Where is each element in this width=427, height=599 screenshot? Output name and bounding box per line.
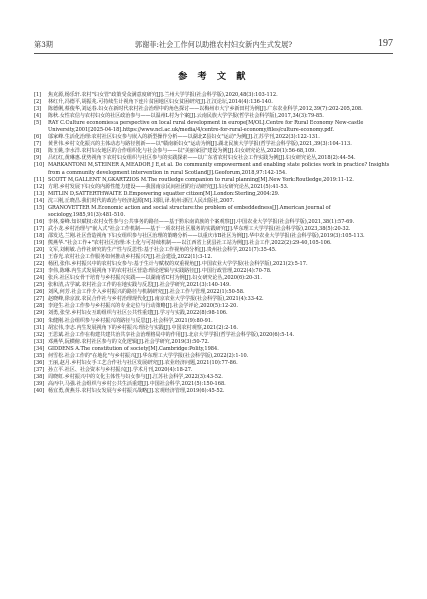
reference-text: 熊燕华."社会工作+"农村社区治理:本土化与可持续机制——以江西省上犹县社工站为例[J].社会工作,2022(2):29-40,105-106. — [48, 239, 332, 246]
reference-item — [34, 332, 393, 339]
reference-text: 陈德俐,蔡俊华,刘运春.妇女在新时代农村社会治理中的角色探讨——以梅州市大宁乡新田村为例[J].广东农业科学,2012,39(7):202-205,208. — [48, 106, 363, 113]
reference-text: 王春光.农村社会工作服务如何推动乡村振兴?[J].社会建设,2022(1):3-12. — [48, 254, 213, 261]
reference-number: [25] — [34, 282, 45, 289]
reference-text: 杨宜勇,黄燕芬.农村妇女发展与乡村振兴战略[J].宏观经济管理,2019(6):45-52. — [48, 387, 225, 394]
reference-number: [40] — [34, 387, 45, 394]
reference-text: 李林,秦峰.知识赋权:农村女性参与公共事务的路径——基于黔东南苗族的个案观察[J].中国农业大学学报(社会科学版),2021,38(1):57-69. — [48, 218, 355, 225]
reference-number: [5] — [34, 120, 42, 127]
reference-text: MARKANTONI M,STEINER A,MEADOR J E,et al. Do community empowerment and enabling state policies work in practice? Insights from a community development intervention in rural Scotland[J].Geoforum,2018,97:142-154. — [48, 162, 390, 176]
reference-text: 陈秋.女性农信与农村妇女的社区政治参与——以温州L村为个案[J].云南民族大学学报(哲学社会科学版),2017,34(3):79-85. — [48, 113, 324, 120]
reference-number: [1] — [34, 92, 42, 98]
reference-number: [38] — [34, 373, 45, 380]
reference-text: 武小龙.乡村治理与"嵌入式"社会工作机制——基于一项农村社区服务的实践研究[J].华东理工大学学报(社会科学版),2023,38(5):20-32. — [48, 225, 351, 232]
reference-item — [34, 339, 393, 346]
reference-number: [29] — [34, 310, 45, 317]
reference-text: 王思斌.社会工作在构建共建共治共享社会治理格局中的作用[J].北京大学学报(哲学社会科学版),2020(6):5-14. — [48, 331, 295, 338]
reference-text: 刘勇,张莹.乡村妇女互助组织与社区公共性重建[J].学习与实践,2022(8):98-106. — [48, 310, 228, 317]
issue-label: 第3期 — [34, 40, 53, 49]
running-title: 郭谢菲:社会工作何以助推农村妇女新内生式发展? — [134, 40, 293, 49]
reference-text: 邬家峰.生活化治理:农村社区妇女参与嵌入的新型操作分析——以湖北Z县妇女"运动"为例[J].江苏学刊,2022(3):122-131. — [48, 134, 320, 141]
reference-text: SCOTT M,GALLENT N,GKARTZIOS M.The routledge companion to rural planning[M].New York:Routledge,2019:11-12. — [48, 176, 354, 183]
reference-text: 沈三刚,丘晓昌.我们时代的政治与经济起源[M].刘阳,译.杭州:浙江人民出版社,2007. — [48, 197, 235, 204]
reference-item — [34, 381, 393, 388]
reference-item — [34, 226, 393, 233]
reference-item — [34, 310, 393, 317]
reference-item — [34, 198, 393, 205]
reference-item — [34, 353, 393, 360]
reference-item — [34, 113, 393, 120]
reference-number: [32] — [34, 331, 45, 338]
reference-number: [31] — [34, 324, 45, 331]
reference-item — [34, 240, 393, 247]
reference-text: 张和清,古学斌.农村社会工作的在地实践与反思[J].社会学研究,2021(3):140-149. — [48, 282, 231, 289]
reference-item — [34, 184, 393, 191]
reference-number: [7] — [34, 141, 42, 148]
reference-number: [17] — [34, 225, 45, 232]
reference-text: 邵发达,兰刚.社区营造视角下妇女组织参与社区治理的策略分析——以重庆市B社区为例[J].华中农业大学学报(社会科学版),2019(3):105-113. — [48, 232, 365, 239]
reference-item — [34, 120, 393, 134]
reference-number: [22] — [34, 261, 45, 268]
reference-text: 孙立平.社区、社会资本与乡村振兴[J].学术月刊,2020(4):18-27. — [48, 366, 193, 373]
reference-number: [16] — [34, 218, 45, 225]
reference-number: [14] — [34, 197, 45, 204]
reference-text: 胡宏伟,李志.内生发展视角下的乡村振兴:理论与实践[J].中国农村观察,2021(2):2-16. — [48, 324, 239, 331]
reference-text: 杨团,张伟.乡村振兴中的农村妇女参与:基于生计与赋权的双重视角[J].中国农业大学学报(社会科学版),2021(2):5-17. — [48, 261, 308, 268]
reference-text: 吕红红,黄琳惠.优势视角下农村妇女组织与社区参与的实践探索——以广东省农村妇女社会工作实践为例[J].妇女研究论丛,2018(2):44-54. — [48, 155, 356, 162]
reference-number: [36] — [34, 359, 45, 366]
reference-text: 朱健刚.社会组织参与乡村振兴的路径与反思[J].社会科学,2021(9):80-91. — [48, 317, 213, 324]
reference-number: [21] — [34, 254, 45, 261]
reference-number: [10] — [34, 162, 45, 169]
reference-text: 王丽,赵月.乡村妇女手工艺合作社与社区发展研究[J].农业经济问题,2021(10):77-86. — [48, 359, 238, 366]
reference-text: 赵晓峰,徐京波.农民合作社与乡村治理现代化[J].南京农业大学学报(社会科学版),2021(4):33-42. — [48, 296, 264, 303]
reference-item — [34, 346, 393, 353]
running-header — [34, 38, 393, 52]
reference-text: 刘风,何芳.社会工作介入乡村振兴的路径与机制研究[J].社会工作与管理,2022(1):50-58. — [48, 289, 245, 296]
reference-item — [34, 367, 393, 374]
reference-item — [34, 374, 393, 381]
reference-number: [28] — [34, 303, 45, 310]
reference-item — [34, 318, 393, 325]
reference-item — [34, 162, 393, 176]
reference-text: 李伟,陈琳.内生式发展视角下的农村社区营造:理论逻辑与实践路径[J].中国行政管理,2022(4):70-78. — [48, 268, 272, 275]
reference-number: [19] — [34, 239, 45, 246]
reference-number: [3] — [34, 106, 42, 113]
reference-text: RAY C.Culture economies:a perspective on local rural development in europe[M/OL].Centre for Rural Economy New-castle University,2001[2025-04-18].https://www.ncl.ac.uk/media/4/centre-for-rural-economy/files/culture-economy.pdf. — [48, 120, 364, 134]
reference-text: 文军,刘莉敏.合作社研究的生产性与反思性:基于社会工作视角的分析[J].贵州社会科学,2021(7):35-45. — [48, 247, 277, 254]
reference-number: [35] — [34, 352, 45, 359]
reference-item — [34, 177, 393, 184]
reference-number: [4] — [34, 113, 42, 120]
reference-number: [6] — [34, 134, 42, 141]
reference-text: 陈玉姚,李水洋.农村妇女地区的合作组织化与社会参与——以"美丽家园"建设为例[J].妇女研究论丛,2020(1):56-68,109. — [48, 148, 316, 155]
reference-number: [30] — [34, 317, 45, 324]
reference-text: 周晓虹.乡村振兴中的文化主体性与妇女参与[J].江苏社会科学,2022(3):43-52. — [48, 373, 223, 380]
reference-item — [34, 233, 393, 240]
reference-text: 焦克源,杨乐轩.农村"妇女管"政策受众满意度研究[J].兰州大学学报(社会科学版),2020,48(3):103-112. — [48, 92, 278, 98]
reference-number: [39] — [34, 380, 45, 387]
reference-number: [8] — [34, 148, 42, 155]
reference-number: [24] — [34, 275, 45, 282]
reference-number: [18] — [34, 232, 45, 239]
reference-text: 李迎生.社会工作参与乡村振兴的专业定位与行动策略[J].社会学评论,2020(5):12-20. — [48, 303, 238, 310]
reference-item — [34, 360, 393, 367]
reference-number: [12] — [34, 183, 45, 190]
reference-number: [2] — [34, 99, 42, 106]
reference-text: MITLIN D,SATTERTHWAITE D.Empowering squatter citizen[M].London:Sterling,2004:29. — [48, 190, 280, 197]
reference-text: 何雪松.社会工作的"在地化"与乡村振兴[J].华东理工大学学报(社会科学版),2022(2):1-10. — [48, 352, 249, 359]
page-number: 197 — [378, 38, 393, 49]
reference-item — [34, 191, 393, 198]
reference-number: [20] — [34, 247, 45, 254]
reference-number: [26] — [34, 289, 45, 296]
reference-number: [23] — [34, 268, 45, 275]
reference-number: [15] — [34, 204, 45, 211]
reference-item — [34, 388, 393, 395]
reference-text: 黄世伟.乡村文化振兴的主体动态与路径创新——以"赣南新妇女"运动为例[J].湖北民族大学学报(哲学社会科学版),2021,39(3):104-113. — [48, 141, 352, 148]
references-title: 参 考 文 献 — [178, 71, 249, 82]
reference-number: [27] — [34, 296, 45, 303]
header-rule — [34, 53, 393, 54]
reference-number: [11] — [34, 176, 45, 183]
reference-item — [34, 155, 393, 162]
reference-text: 邓燕华,阮横俯.农村社区参与的文化逻辑[J].社会学研究,2019(3):50-72. — [48, 338, 210, 345]
reference-text: 方珺.乡村发展下妇女的内源性能力建设——我国南京民间社团的行动研究[J].妇女研究论丛,2021(5):41-53. — [48, 183, 289, 190]
reference-text: 高丙中,马强.社会组织与乡村公共生活重建[J].中国社会科学,2021(5):150-168. — [48, 380, 226, 387]
reference-item — [34, 325, 393, 332]
reference-item — [34, 219, 393, 226]
reference-text: 林红升,冯德平,胡振兆.可持续生计视角下连片贫困地区妇女贫困研究[J].江汉论坛,2014(4):136-140. — [48, 99, 273, 106]
reference-number: [33] — [34, 338, 45, 345]
reference-text: GRANOVETTER M.Economic action and social structure:the problem of embeddedness[J].American journal of sociology,1985,91(3):481-510. — [48, 204, 331, 218]
reference-item — [34, 205, 393, 219]
reference-number: [34] — [34, 345, 45, 352]
reference-text: 张兵.社区妇女骨干培育与乡村振兴实践——以湖南省C村为例[J].妇女研究论丛,2020(6):20-31. — [48, 275, 262, 282]
reference-number: [37] — [34, 366, 45, 373]
reference-text: GIDDENS A.The constitution of society[M].Cambridge:Polity,1984. — [48, 345, 219, 352]
reference-item — [34, 92, 393, 99]
reference-list — [34, 92, 393, 395]
reference-number: [13] — [34, 190, 45, 197]
reference-number: [9] — [34, 155, 42, 162]
